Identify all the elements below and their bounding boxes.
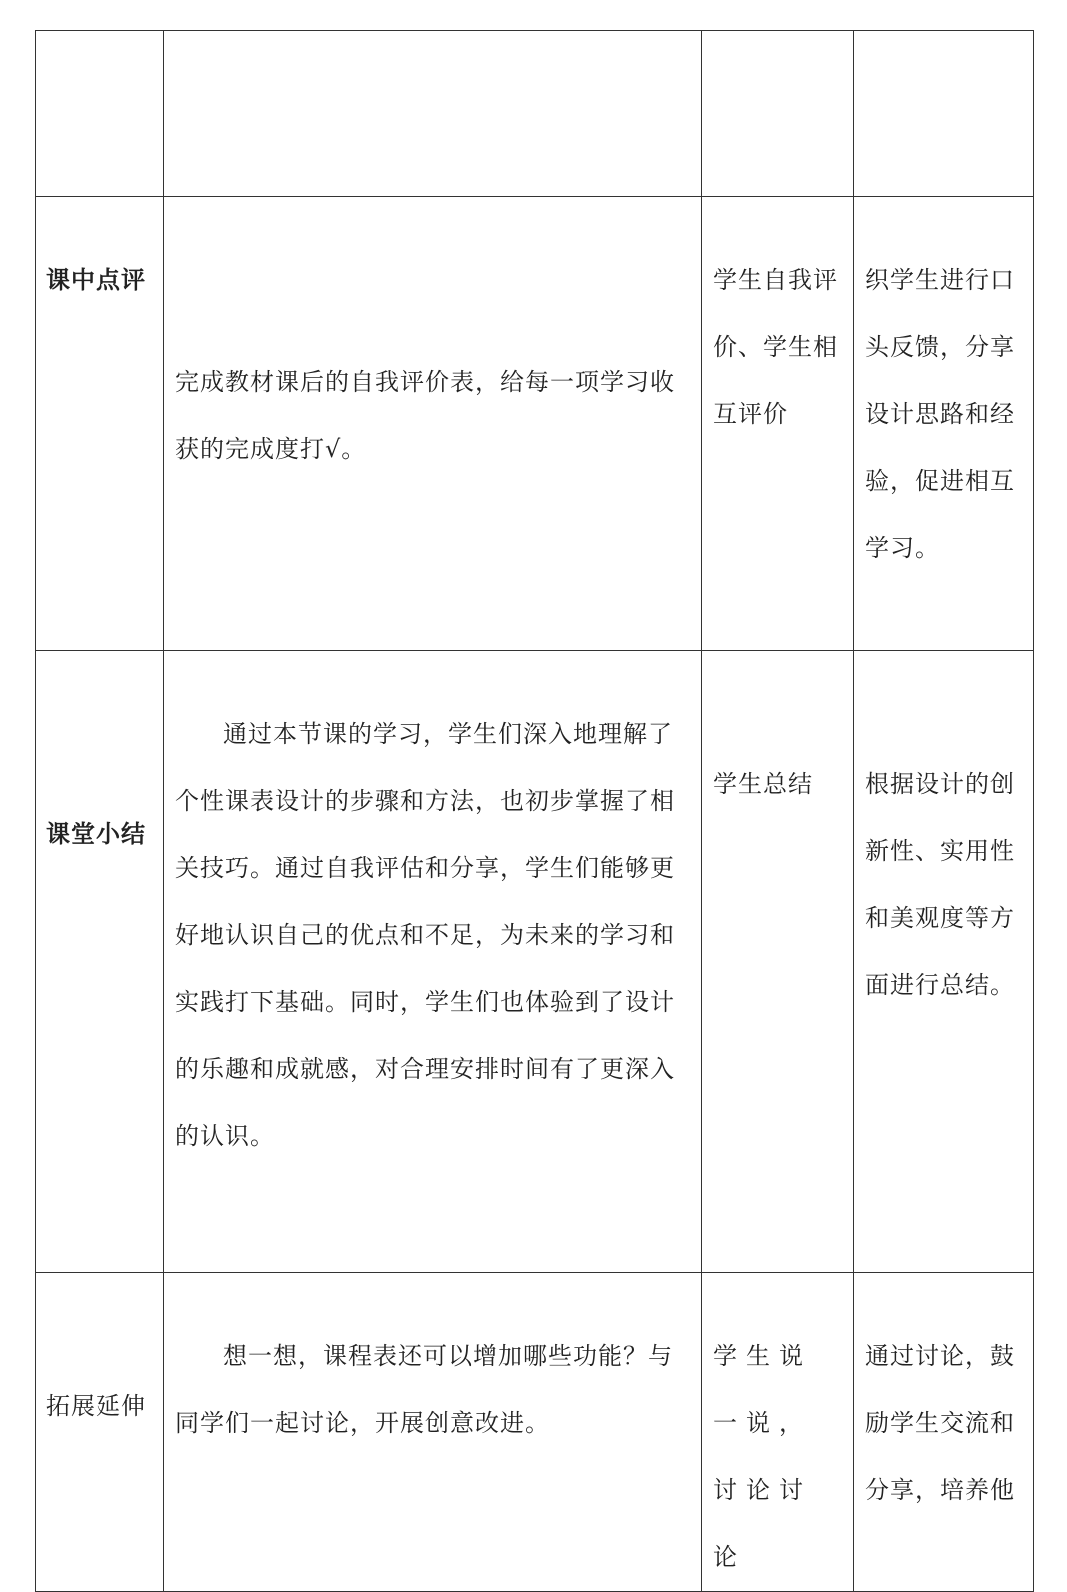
content-text: 想一想，课程表还可以增加哪些功能？与同学们一起讨论，开展创意改进。 — [175, 1342, 673, 1437]
student-activity-cell — [702, 197, 854, 651]
student-activity-cell — [702, 651, 854, 1273]
student-activity-cell — [702, 31, 854, 197]
teacher-activity-text: 织学生进行口头反馈，分享设计思路和经验，促进相互学习。 — [865, 266, 1015, 562]
teacher-activity-text: 根据设计的创新性、实用性和美观度等方面进行总结。 — [865, 770, 1015, 999]
student-activity-text: 学生总结 — [713, 770, 813, 798]
table-row — [36, 1273, 1034, 1592]
teacher-activity-cell — [854, 31, 1034, 197]
teacher-activity-cell — [854, 197, 1034, 651]
student-activity-cell — [702, 1273, 854, 1592]
section-cell — [36, 1273, 164, 1592]
section-label: 拓展延伸 — [46, 1392, 146, 1420]
section-cell — [36, 651, 164, 1273]
student-activity-text: 学生说一说，讨论讨论 — [713, 1342, 812, 1571]
table-row — [36, 31, 1034, 197]
table-row — [36, 651, 1034, 1273]
lesson-plan-table — [35, 30, 1034, 1592]
content-cell — [164, 31, 702, 197]
table-row — [36, 197, 1034, 651]
section-cell — [36, 31, 164, 197]
teacher-activity-cell — [854, 1273, 1034, 1592]
section-cell — [36, 197, 164, 651]
student-activity-text: 学生自我评价、学生相互评价 — [713, 266, 838, 428]
content-cell — [164, 651, 702, 1273]
teacher-activity-text: 通过讨论，鼓励学生交流和分享，培养他 — [865, 1342, 1015, 1504]
content-cell — [164, 1273, 702, 1592]
teacher-activity-cell — [854, 651, 1034, 1273]
content-text: 通过本节课的学习，学生们深入地理解了个性课表设计的步骤和方法，也初步掌握了相关技巧。通过自我评估和分享，学生们能够更好地认识自己的优点和不足，为未来的学习和实践打下基础。同时，学生们也体验到了设计的乐趣和成就感，对合理安排时间有了更深入的认识。 — [175, 720, 675, 1150]
section-label: 课堂小结 — [46, 820, 146, 848]
content-cell — [164, 197, 702, 651]
section-label: 课中点评 — [46, 266, 146, 294]
content-text: 完成教材课后的自我评价表，给每一项学习收获的完成度打√。 — [175, 368, 675, 463]
